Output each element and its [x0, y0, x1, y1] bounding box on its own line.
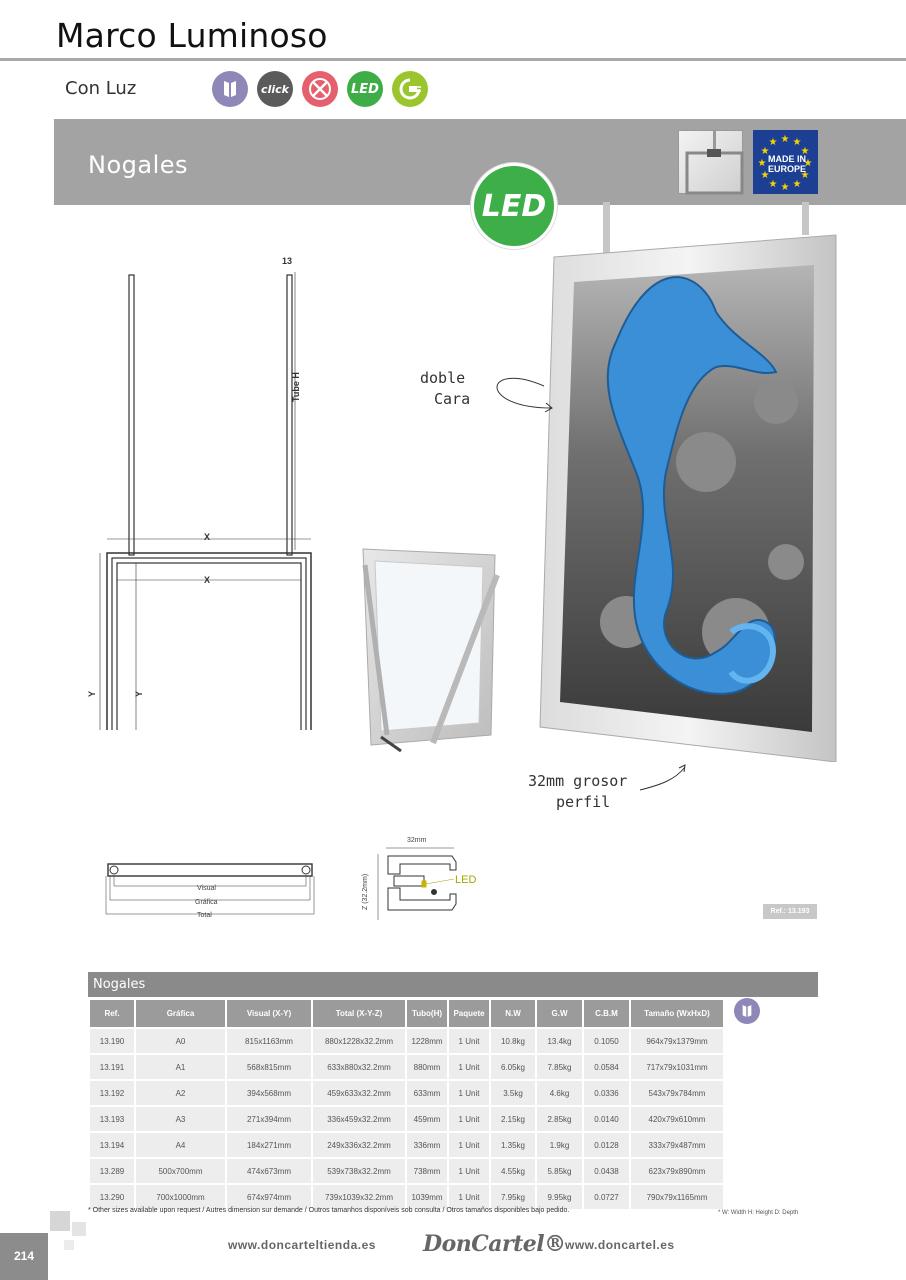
cell: 1 Unit — [449, 1029, 489, 1053]
cell: 184x271mm — [227, 1133, 311, 1157]
cell: 500x700mm — [136, 1159, 225, 1183]
note-cara: Cara — [434, 390, 471, 408]
cell: 0.0438 — [584, 1159, 629, 1183]
svg-text:★: ★ — [800, 146, 810, 157]
click-icon: click — [257, 71, 293, 107]
table-header-row — [90, 1000, 723, 1027]
cell: 4.55kg — [491, 1159, 535, 1183]
no-tools-icon — [302, 71, 338, 107]
svg-text:★: ★ — [760, 146, 770, 157]
cell: 880mm — [407, 1055, 447, 1079]
cell: 459x633x32.2mm — [313, 1081, 405, 1105]
cell: 420x79x610mm — [631, 1107, 723, 1131]
x-total-label: X — [204, 532, 211, 542]
cell: 0.0140 — [584, 1107, 629, 1131]
feature-icons — [212, 71, 428, 107]
svg-text:★: ★ — [803, 158, 813, 169]
led-position-label: LED — [455, 874, 477, 886]
svg-text:★: ★ — [757, 158, 767, 169]
footnote: * Other sizes available upon request / Autres dimension sur demande / Outros tamanhos disponíveis sob consulta / Otros tamaños disponibles bajo pedido. — [88, 1207, 570, 1214]
page-subtitle: Con Luz — [65, 78, 137, 99]
eco-plug-icon — [392, 71, 428, 107]
svg-text:★: ★ — [800, 170, 810, 181]
page-title: Marco Luminoso — [56, 16, 328, 55]
cell: 13.4kg — [537, 1029, 582, 1053]
col-nw: N.W — [491, 1000, 535, 1027]
cell: 1 Unit — [449, 1185, 489, 1209]
cell: 336x459x32.2mm — [313, 1107, 405, 1131]
svg-text:★: ★ — [792, 137, 802, 148]
cell: 7.95kg — [491, 1185, 535, 1209]
cell: 1 Unit — [449, 1055, 489, 1079]
cell: 674x974mm — [227, 1185, 311, 1209]
cell: A0 — [136, 1029, 225, 1053]
cell: 13.290 — [90, 1185, 134, 1209]
cell: 739x1039x32.2mm — [313, 1185, 405, 1209]
note-perfil: perfil — [556, 793, 611, 811]
cell: 5.85kg — [537, 1159, 582, 1183]
visual-dim-label: Visual — [197, 885, 216, 892]
table-title: Nogales — [88, 972, 818, 997]
deco-square — [50, 1211, 70, 1231]
annotation-arrows — [480, 360, 720, 800]
cell: 1 Unit — [449, 1133, 489, 1157]
cell: 1.35kg — [491, 1133, 535, 1157]
note-doble: doble — [420, 369, 466, 387]
cell: 4.6kg — [537, 1081, 582, 1105]
cell: 336mm — [407, 1133, 447, 1157]
reference-tag: Ref.: 13.193 — [763, 904, 817, 919]
cell: 1228mm — [407, 1029, 447, 1053]
cell: 13.193 — [90, 1107, 134, 1131]
cell: 13.190 — [90, 1029, 134, 1053]
brand-logo: DonCartel® — [423, 1231, 566, 1257]
cell: 10.8kg — [491, 1029, 535, 1053]
cell: 2.15kg — [491, 1107, 535, 1131]
cell: 543x79x784mm — [631, 1081, 723, 1105]
grafica-dim-label: Gráfica — [195, 899, 218, 906]
col-gw: G.W — [537, 1000, 582, 1027]
cell: A1 — [136, 1055, 225, 1079]
detail-photo — [678, 130, 743, 194]
svg-text:★: ★ — [768, 137, 778, 148]
col-paquete: Paquete — [449, 1000, 489, 1027]
product-name: Nogales — [88, 151, 189, 179]
cell: 815x1163mm — [227, 1029, 311, 1053]
svg-text:★: ★ — [792, 179, 802, 190]
cell: 394x568mm — [227, 1081, 311, 1105]
col-ref: Ref. — [90, 1000, 134, 1027]
shop-url-link[interactable]: www.doncarteltienda.es — [228, 1238, 376, 1252]
svg-text:★: ★ — [780, 134, 790, 145]
svg-text:★: ★ — [768, 179, 778, 190]
cell: 0.0727 — [584, 1185, 629, 1209]
col-visual: Visual (X-Y) — [227, 1000, 311, 1027]
cell: 13.289 — [90, 1159, 134, 1183]
frame-icon — [212, 71, 248, 107]
col-tubo: Tubo(H) — [407, 1000, 447, 1027]
made-in-europe-label: MADE IN EUROPE — [767, 154, 806, 174]
x-visual-label: X — [204, 575, 211, 585]
y-visual-label: Y — [134, 690, 144, 697]
cell: 568x815mm — [227, 1055, 311, 1079]
deco-square — [64, 1240, 74, 1250]
technical-drawing — [0, 250, 330, 730]
cell: 1 Unit — [449, 1159, 489, 1183]
cell: 2.85kg — [537, 1107, 582, 1131]
note-grosor: 32mm grosor — [528, 772, 628, 790]
cell: 0.0336 — [584, 1081, 629, 1105]
cell: 13.192 — [90, 1081, 134, 1105]
cell: 13.194 — [90, 1133, 134, 1157]
cell: 459mm — [407, 1107, 447, 1131]
page-number: 214 — [0, 1233, 48, 1280]
col-total: Total (X-Y-Z) — [313, 1000, 405, 1027]
table-row — [90, 1055, 723, 1079]
table-row — [90, 1107, 723, 1131]
cell: 1039mm — [407, 1185, 447, 1209]
cell: 7.85kg — [537, 1055, 582, 1079]
specs-table — [88, 998, 725, 1211]
cell: 6.05kg — [491, 1055, 535, 1079]
cell: 3.5kg — [491, 1081, 535, 1105]
cell: 880x1228x32.2mm — [313, 1029, 405, 1053]
deco-square — [72, 1222, 86, 1236]
led-badge: LED — [471, 163, 557, 249]
cell: 1.9kg — [537, 1133, 582, 1157]
table-row — [90, 1185, 723, 1209]
cell: 623x79x890mm — [631, 1159, 723, 1183]
table-row — [90, 1133, 723, 1157]
total-dim-label: Total — [197, 912, 212, 919]
table-row — [90, 1029, 723, 1053]
cell: 474x673mm — [227, 1159, 311, 1183]
cell: 271x394mm — [227, 1107, 311, 1131]
cell: 249x336x32.2mm — [313, 1133, 405, 1157]
cell: 13.191 — [90, 1055, 134, 1079]
profile-depth-label: Z (32.2mm) — [362, 873, 369, 910]
y-total-label: Y — [87, 690, 97, 697]
cell: 633x880x32.2mm — [313, 1055, 405, 1079]
cell: 0.0128 — [584, 1133, 629, 1157]
cell: 0.1050 — [584, 1029, 629, 1053]
dimension-legend: * W: Width H: Height D: Depth — [718, 1210, 799, 1216]
col-tamano: Tamaño (WxHxD) — [631, 1000, 723, 1027]
cell: 717x79x1031mm — [631, 1055, 723, 1079]
led-icon: LED — [347, 71, 383, 107]
col-grafica: Gráfica — [136, 1000, 225, 1027]
cell: 633mm — [407, 1081, 447, 1105]
cell: 964x79x1379mm — [631, 1029, 723, 1053]
site-url-link[interactable]: www.doncartel.es — [565, 1238, 675, 1252]
cell: A2 — [136, 1081, 225, 1105]
table-row — [90, 1081, 723, 1105]
cell: 0.0584 — [584, 1055, 629, 1079]
frame-icon — [734, 998, 760, 1024]
svg-text:★: ★ — [760, 170, 770, 181]
eu-flag-icon — [753, 130, 818, 194]
title-divider — [0, 58, 906, 61]
cell: A3 — [136, 1107, 225, 1131]
cell: A4 — [136, 1133, 225, 1157]
profile-width-label: 32mm — [407, 837, 427, 844]
tube-width-label: 13 — [282, 256, 293, 266]
col-cbm: C.B.M — [584, 1000, 629, 1027]
cell: 790x79x1165mm — [631, 1185, 723, 1209]
tube-height-label: Tube H — [291, 372, 301, 402]
cell: 738mm — [407, 1159, 447, 1183]
cell: 700x1000mm — [136, 1185, 225, 1209]
cell: 333x79x487mm — [631, 1133, 723, 1157]
cell: 1 Unit — [449, 1107, 489, 1131]
cell: 539x738x32.2mm — [313, 1159, 405, 1183]
cell: 9.95kg — [537, 1185, 582, 1209]
svg-text:★: ★ — [780, 182, 790, 193]
table-row — [90, 1159, 723, 1183]
cell: 1 Unit — [449, 1081, 489, 1105]
